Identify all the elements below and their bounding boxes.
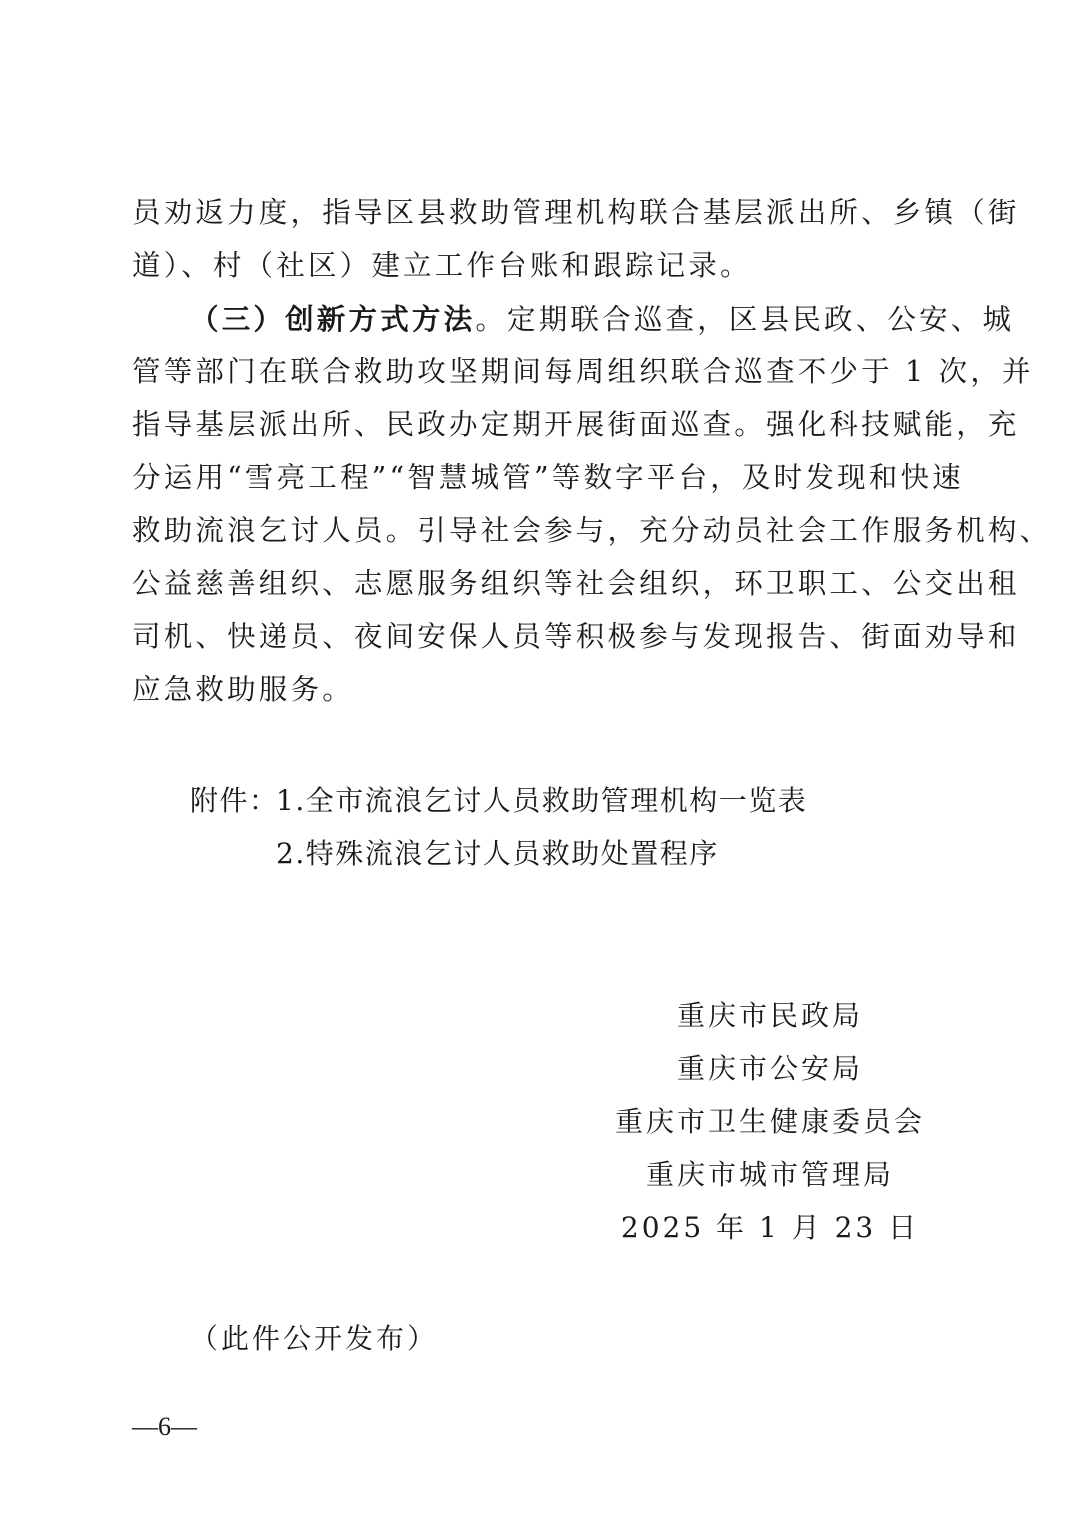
section3-line-7: 司机、快递员、夜间安保人员等积极参与发现报告、街面劝导和	[132, 620, 1020, 653]
signatory-urban-management: 重庆市城市管理局	[645, 1158, 894, 1191]
attachment-item-1: 1.全市流浪乞讨人员救助管理机构一览表	[276, 784, 808, 817]
section3-line-8: 应急救助服务。	[132, 673, 354, 706]
page-number: —6—	[132, 1412, 197, 1441]
publication-note: （此件公开发布）	[190, 1322, 439, 1355]
section3-line-4: 分运用“雪亮工程”“智慧城管”等数字平台，及时发现和快速	[132, 461, 964, 494]
body-line-2: 道）、村（社区）建立工作台账和跟踪记录。	[132, 249, 752, 282]
signatory-health-commission: 重庆市卫生健康委员会	[614, 1105, 925, 1138]
section3-first-line-rest: 。定期联合巡查，区县民政、公安、城	[475, 303, 1015, 336]
section3-first-line	[190, 296, 1015, 342]
section3-heading: （三）创新方式方法	[190, 302, 476, 336]
signatory-public-security: 重庆市公安局	[676, 1052, 863, 1085]
section3-line-3: 指导基层派出所、民政办定期开展街面巡查。强化科技赋能，充	[132, 408, 1020, 441]
attachment-item-2: 2.特殊流浪乞讨人员救助处置程序	[276, 837, 719, 870]
attachments-label: 附件：	[190, 784, 279, 817]
section3-line-2: 管等部门在联合救助攻坚期间每周组织联合巡查不少于 1 次，并	[132, 355, 1034, 388]
section3-line-5: 救助流浪乞讨人员。引导社会参与，充分动员社会工作服务机构、	[132, 514, 1052, 547]
signatory-civil-affairs: 重庆市民政局	[676, 999, 863, 1032]
document-date: 2025 年 1 月 23 日	[620, 1211, 920, 1244]
body-line-1: 员劝返力度，指导区县救助管理机构联合基层派出所、乡镇（街	[132, 196, 1020, 229]
section3-line-6: 公益慈善组织、志愿服务组织等社会组织，环卫职工、公交出租	[132, 567, 1020, 600]
